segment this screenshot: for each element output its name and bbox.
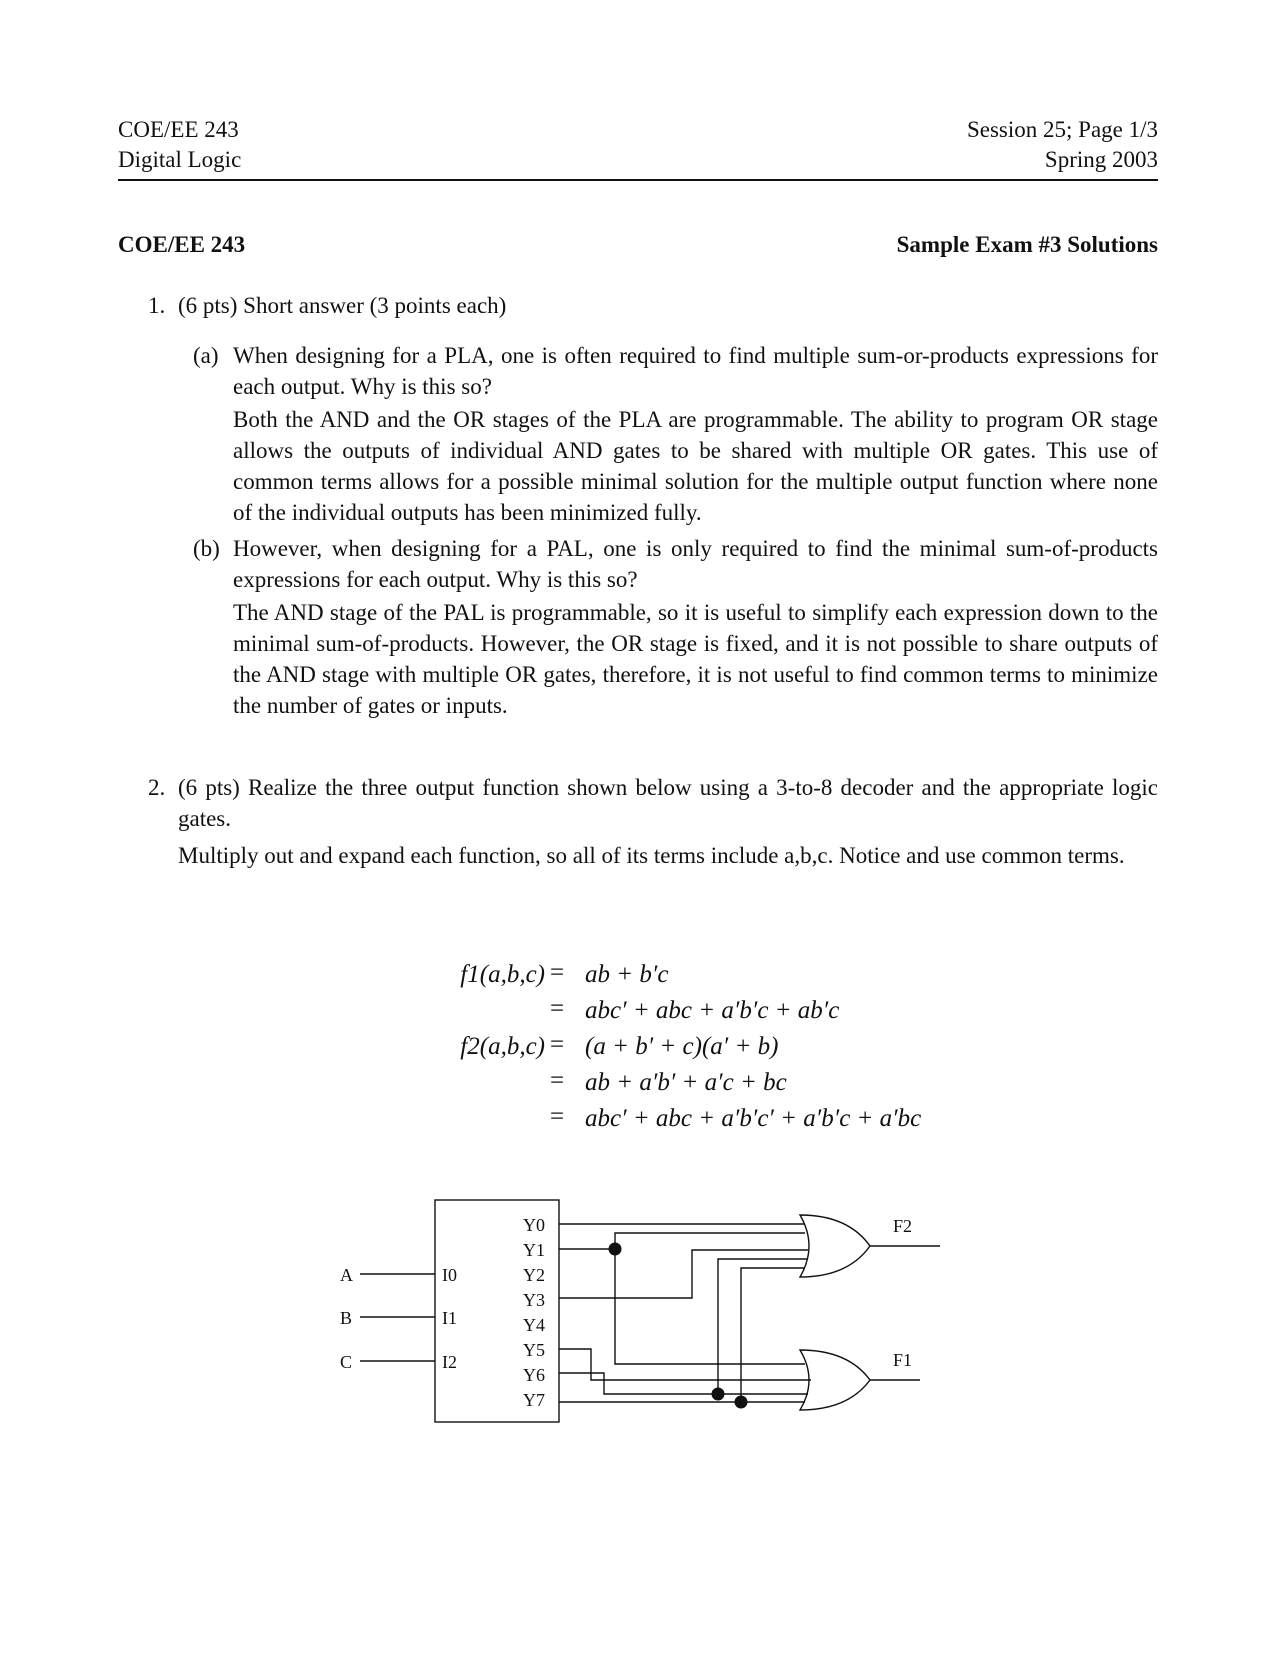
q1b-question: However, when designing for a PAL, one is only required to find the minimal sum-of-products expressions for each output. Why is this so? [233,536,1158,592]
q1-number: 1. [148,293,166,318]
equation-rhs: (a + b′ + c)(a′ + b) [585,1033,779,1060]
equation-equals: = [550,959,565,986]
decoder-output-y0: Y0 [523,1215,545,1235]
input-label-c: C [340,1352,353,1372]
q2-instruction: Multiply out and expand each function, so all of its terms include a,b,c. Notice and use common terms. [178,843,1125,868]
equation-rhs: ab + b′c [585,961,669,988]
equation-equals: = [550,995,565,1022]
equation-equals: = [550,1103,565,1130]
wire-y7-f2 [741,1268,805,1402]
input-label-a: A [340,1265,353,1285]
equation-lhs: f1(a,b,c) [460,961,545,988]
q1a-label: (a) [193,343,219,368]
title-course: COE/EE 243 [118,232,246,257]
term: Spring 2003 [1044,147,1158,172]
q1b-label: (b) [193,536,220,561]
decoder-output-y5: Y5 [523,1340,545,1360]
decoder-input-i1: I1 [442,1308,457,1328]
q2-prompt: (6 pts) Realize the three output function shown below using a 3-to-8 decoder and the appropriate logic gates. [178,775,1158,831]
decoder-output-y4: Y4 [523,1315,545,1335]
decoder-output-y3: Y3 [523,1290,545,1310]
course-name: Digital Logic [118,147,242,172]
equation-equals: = [550,1031,565,1058]
equation-rhs: ab + a′b′ + a′c + bc [585,1069,787,1096]
wire-y6-f2 [718,1259,808,1394]
or-gate-f2 [800,1215,870,1277]
output-label-f2: F2 [893,1216,913,1236]
q1a-question: When designing for a PLA, one is often required to find multiple sum-or-products expressions for each output. Why is this so? [233,343,1158,399]
output-label-f1: F1 [893,1350,913,1370]
input-label-b: B [340,1308,353,1328]
session-page: Session 25; Page 1/3 [966,117,1158,142]
q1-prompt: (6 pts) Short answer (3 points each) [178,293,507,318]
course-code: COE/EE 243 [118,117,239,142]
decoder-input-i0: I0 [442,1265,457,1285]
wire-y1-f1 [615,1249,805,1364]
equation-rhs: abc′ + abc + a′b′c + ab′c [585,997,840,1024]
junction-dot [735,1396,748,1409]
wire-y6-f1 [559,1373,808,1394]
decoder-output-y2: Y2 [523,1265,545,1285]
decoder-input-i2: I2 [442,1352,457,1372]
decoder-output-y1: Y1 [523,1240,545,1260]
q1b-answer: The AND stage of the PAL is programmable, so it is useful to simplify each expression down to the minimal sum-of-products. However, the OR stage is fixed, and it is not possible to share outputs of the AND stage with multiple OR gates, therefore, it is not useful to find common terms to minimize the number of gates or inputs. [233,600,1158,718]
decoder-output-y6: Y6 [523,1365,545,1385]
q2-number: 2. [148,775,166,800]
equation-equals: = [550,1067,565,1094]
equation-rhs: abc′ + abc + a′b′c′ + a′b′c + a′bc [585,1105,922,1132]
equation-lhs: f2(a,b,c) [460,1033,545,1060]
junction-dot [712,1388,725,1401]
title-exam: Sample Exam #3 Solutions [896,232,1158,257]
decoder-output-y7: Y7 [523,1390,545,1410]
junction-dot [609,1243,622,1256]
q1a-answer: Both the AND and the OR stages of the PLA are programmable. The ability to program OR stage allows the outputs of individual AND gates to be shared with multiple OR gates. This use of common terms allows for a possible minimal solution for the multiple output function where none of the individual outputs has been minimized fully. [233,407,1158,525]
wire-y2-f2 [559,1250,808,1298]
wire-y1-f2 [559,1233,805,1249]
